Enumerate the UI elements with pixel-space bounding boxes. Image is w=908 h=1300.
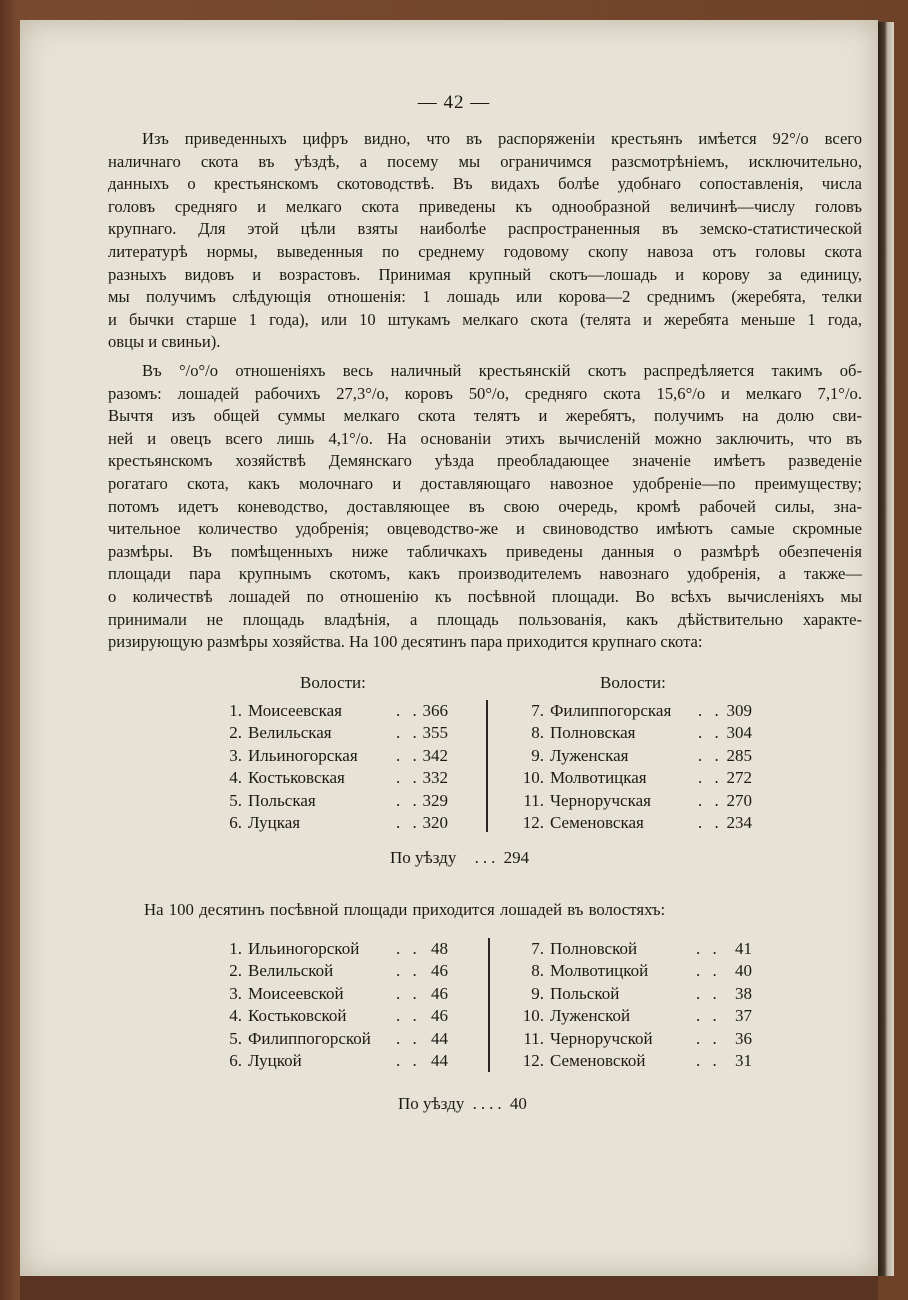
volost-name: Семеновской <box>550 1050 646 1070</box>
leader-dots: . . <box>396 939 421 958</box>
volost-name: Филиппогорской <box>248 1028 371 1048</box>
item-value: 41 <box>735 939 752 958</box>
item-value: 270 <box>726 790 752 810</box>
list-item <box>218 938 454 960</box>
item-value: 46 <box>431 1006 448 1026</box>
text-line: разныхъ видовъ и возрастовъ. Принимая крупный скотъ—лошадь и корову за единицу, <box>108 264 862 284</box>
list-item <box>520 1005 754 1027</box>
leader-dots: . . <box>396 1006 421 1026</box>
leader-dots: . . <box>396 701 421 720</box>
item-value: 342 <box>422 745 448 765</box>
list-item <box>218 1005 454 1027</box>
volost-name: Польской <box>550 983 620 1003</box>
item-number: 4. <box>229 1006 242 1026</box>
text-line: овцы и свиньи). <box>108 332 221 352</box>
item-value: 44 <box>431 1050 448 1070</box>
text-line: крестьянскомъ хозяйствѣ Демянскаго уѣзда преобладающее значеніе имѣетъ разведеніе <box>108 451 862 471</box>
list-item <box>218 812 458 834</box>
table-divider <box>486 700 488 832</box>
volost-name: Велильской <box>248 961 334 981</box>
leader-dots: . . <box>698 723 723 743</box>
item-value: 329 <box>422 790 448 810</box>
list-item <box>218 767 458 789</box>
text-line: Въ °/о°/о отношеніяхъ весь наличный крестьянскій скотъ распредѣляется такимъ об- <box>142 361 862 380</box>
item-value: 46 <box>431 961 448 981</box>
list-item <box>520 700 756 722</box>
volost-name: Моисеевская <box>248 701 342 720</box>
volost-name: Велильская <box>248 723 332 743</box>
volost-name: Полновская <box>550 723 636 743</box>
item-number: 11. <box>523 1028 544 1048</box>
item-value: 48 <box>431 939 448 958</box>
volost-name: Семеновская <box>550 812 644 832</box>
text-line: принимали не площадь владѣнія, а площадь пользованія, какъ дѣйствительно характе- <box>108 609 862 629</box>
volost-name: Костьковская <box>248 768 345 788</box>
item-number: 8. <box>531 723 544 743</box>
list-item <box>520 767 756 789</box>
leader-dots: . . <box>698 812 723 832</box>
text-line: литературѣ нормы, выведенныя по среднему годовому скопу навоза отъ головы скота <box>108 241 862 261</box>
item-value: 320 <box>422 812 448 832</box>
volost-name: Польская <box>248 790 316 810</box>
list-item <box>218 745 458 767</box>
item-number: 8. <box>531 961 544 981</box>
list-item <box>520 790 756 812</box>
volost-name: Луженской <box>550 1006 631 1026</box>
item-number: 12. <box>522 812 544 832</box>
leader-dots: . . <box>696 939 721 958</box>
table1-right-title: Волости: <box>600 673 666 692</box>
item-value: 309 <box>726 701 752 720</box>
table1-total-label: По уѣзду <box>390 848 457 867</box>
list-item <box>218 983 454 1005</box>
list-item <box>218 722 458 744</box>
text-line: Вычтя изъ общей суммы мелкаго скота телятъ и жеребятъ, получимъ на долю сви- <box>108 406 862 426</box>
item-number: 12. <box>522 1050 544 1070</box>
volost-name: Луженская <box>550 745 629 765</box>
list-item <box>520 1028 754 1050</box>
item-value: 36 <box>735 1028 752 1048</box>
table2-total <box>398 1094 527 1114</box>
leader-dots: . . <box>696 1050 721 1070</box>
text-line: мы получимъ слѣдующія отношенія: 1 лошадь или корова—2 среднимъ (жеребята, телки <box>108 287 862 307</box>
list-item <box>218 700 458 722</box>
item-number: 3. <box>229 983 242 1003</box>
leader-dots: . . <box>396 961 421 981</box>
list-item <box>520 745 756 767</box>
list-item <box>520 983 754 1005</box>
leader-dots: . . <box>696 961 721 981</box>
leader-dots: . . <box>396 723 421 743</box>
list-item <box>218 790 458 812</box>
table1-total-value: 294 <box>503 848 530 867</box>
leader-dots: . . <box>698 768 723 788</box>
text-line: головъ средняго и мелкаго скота приведены къ однообразной величинѣ—числу головъ <box>108 196 862 216</box>
table1-total <box>390 848 529 868</box>
item-number: 7. <box>531 939 544 958</box>
leader-dots: . . <box>696 1028 721 1048</box>
table2-right-list <box>520 938 754 1072</box>
paragraph-2 <box>108 360 862 654</box>
table1-right-list <box>520 700 756 834</box>
table2-total-label: По уѣзду <box>398 1094 465 1113</box>
item-value: 46 <box>431 983 448 1003</box>
item-value: 37 <box>735 1006 752 1026</box>
volost-name: Костьковской <box>248 1006 347 1026</box>
page-number: — 42 — <box>417 92 491 113</box>
text-line: данныхъ о крестьянскомъ скотоводствѣ. Въ видахъ болѣе удобнаго сопоставленія, числа <box>108 174 862 194</box>
item-number: 6. <box>229 812 242 832</box>
item-value: 31 <box>735 1050 752 1070</box>
item-value: 234 <box>726 812 752 832</box>
leader-dots: . . <box>396 1050 421 1070</box>
item-number: 3. <box>229 745 242 765</box>
text-line: Изъ приведенныхъ цифръ видно, что въ распоряженіи крестьянъ имѣется 92°/о всего <box>142 129 862 148</box>
item-number: 10. <box>522 768 544 788</box>
leader-dots: . . <box>396 745 421 765</box>
volost-name: Моисеевской <box>248 983 344 1003</box>
item-value: 285 <box>726 745 752 765</box>
item-number: 5. <box>229 1028 242 1048</box>
item-value: 332 <box>422 768 448 788</box>
leader-dots: . . <box>396 983 421 1003</box>
list-item <box>218 1028 454 1050</box>
item-number: 11. <box>523 790 544 810</box>
table2-left-list <box>218 938 454 1072</box>
volost-name: Ильиногорская <box>248 745 358 765</box>
paragraph-1 <box>108 128 862 354</box>
list-item <box>520 812 756 834</box>
table1-total-dots: ... <box>474 848 500 867</box>
table2-total-dots: .... <box>472 1094 506 1113</box>
item-number: 9. <box>531 983 544 1003</box>
leader-dots: . . <box>698 745 723 765</box>
page-edge <box>878 22 894 1276</box>
list-item <box>520 722 756 744</box>
volost-name: Полновской <box>550 939 638 958</box>
text-line: потомъ идетъ коневодство, доставляющее въ свою очередь, кромѣ рабочей силы, зна- <box>108 496 862 516</box>
text-line: рогатаго скота, какъ молочнаго и доставляющаго навозное удобреніе—по преимуществу; <box>108 473 862 493</box>
table2-heading: На 100 десятинъ посѣвной площади приходится лошадей въ волостяхъ: <box>144 900 666 919</box>
item-value: 304 <box>726 723 752 743</box>
item-number: 1. <box>229 701 242 720</box>
text-line: чительное количество удобренія; овцеводство-же и свиноводство имѣютъ самые скромные <box>108 519 862 539</box>
text-line: крупнаго. Для этой цѣли взяты наиболѣе распространенныя въ земско-статистической <box>108 219 862 239</box>
item-value: 38 <box>735 983 752 1003</box>
leader-dots: . . <box>698 701 723 720</box>
leader-dots: . . <box>396 790 421 810</box>
list-item <box>218 1050 454 1072</box>
item-number: 7. <box>531 701 544 720</box>
item-number: 1. <box>229 939 242 958</box>
item-number: 9. <box>531 745 544 765</box>
text-line: о количествѣ лошадей по отношенію къ посѣвной площади. Во всѣхъ вычисленіяхъ мы <box>108 586 862 606</box>
item-number: 2. <box>229 723 242 743</box>
leader-dots: . . <box>396 1028 421 1048</box>
table-divider <box>488 938 490 1072</box>
volost-name: Молвотицкая <box>550 768 647 788</box>
list-item <box>520 960 754 982</box>
list-item <box>218 960 454 982</box>
leader-dots: . . <box>696 983 721 1003</box>
item-value: 366 <box>422 701 448 720</box>
item-value: 40 <box>735 961 752 981</box>
text-line: разомъ: лошадей рабочихъ 27,3°/о, коровъ 50°/о, средняго скота 15,6°/о и мелкаго 7,1°/о. <box>108 383 862 403</box>
leader-dots: . . <box>696 1006 721 1026</box>
volost-name: Филиппогорская <box>550 701 672 720</box>
text-line: наличнаго скота въ уѣздѣ, а посему мы ограничимся разсмотрѣніемъ, исключительно, <box>108 151 862 171</box>
leader-dots: . . <box>396 812 421 832</box>
volost-name: Черноручской <box>550 1028 653 1048</box>
text-line: ризирующую размѣры хозяйства. На 100 десятинъ пара приходится крупнаго скота: <box>108 632 703 652</box>
volost-name: Луцкая <box>248 812 301 832</box>
table1-left-title: Волости: <box>300 673 366 692</box>
list-item <box>520 1050 754 1072</box>
text-line: размѣры. Въ помѣщенныхъ ниже табличкахъ приведены данныя о размѣрѣ обезпеченія <box>108 541 862 561</box>
item-number: 2. <box>229 961 242 981</box>
text-line: площади пара крупнымъ скотомъ, какъ производителемъ навознаго удобренія, а также— <box>108 564 862 584</box>
item-number: 6. <box>229 1050 242 1070</box>
leader-dots: . . <box>396 768 421 788</box>
table1-left-list <box>218 700 458 834</box>
item-number: 10. <box>522 1006 544 1026</box>
table2-total-value: 40 <box>509 1094 527 1113</box>
list-item <box>520 938 754 960</box>
item-number: 4. <box>229 768 242 788</box>
text-line: ней и овецъ всего лишь 4,1°/о. На основаніи этихъ вычисленій можно заключить, что въ <box>108 428 862 448</box>
volost-name: Черноручская <box>550 790 651 810</box>
item-value: 272 <box>726 768 752 788</box>
item-number: 5. <box>229 790 242 810</box>
volost-name: Молвотицкой <box>550 961 649 981</box>
volost-name: Луцкой <box>248 1050 302 1070</box>
item-value: 355 <box>422 723 448 743</box>
scan-bottom <box>20 1276 878 1300</box>
text-line: и бычки старше 1 года), или 10 штукамъ мелкаго скота (телята и жеребята меньше 1 года, <box>108 309 862 329</box>
item-value: 44 <box>431 1028 448 1048</box>
leader-dots: . . <box>698 790 723 810</box>
volost-name: Ильиногорской <box>248 939 360 958</box>
